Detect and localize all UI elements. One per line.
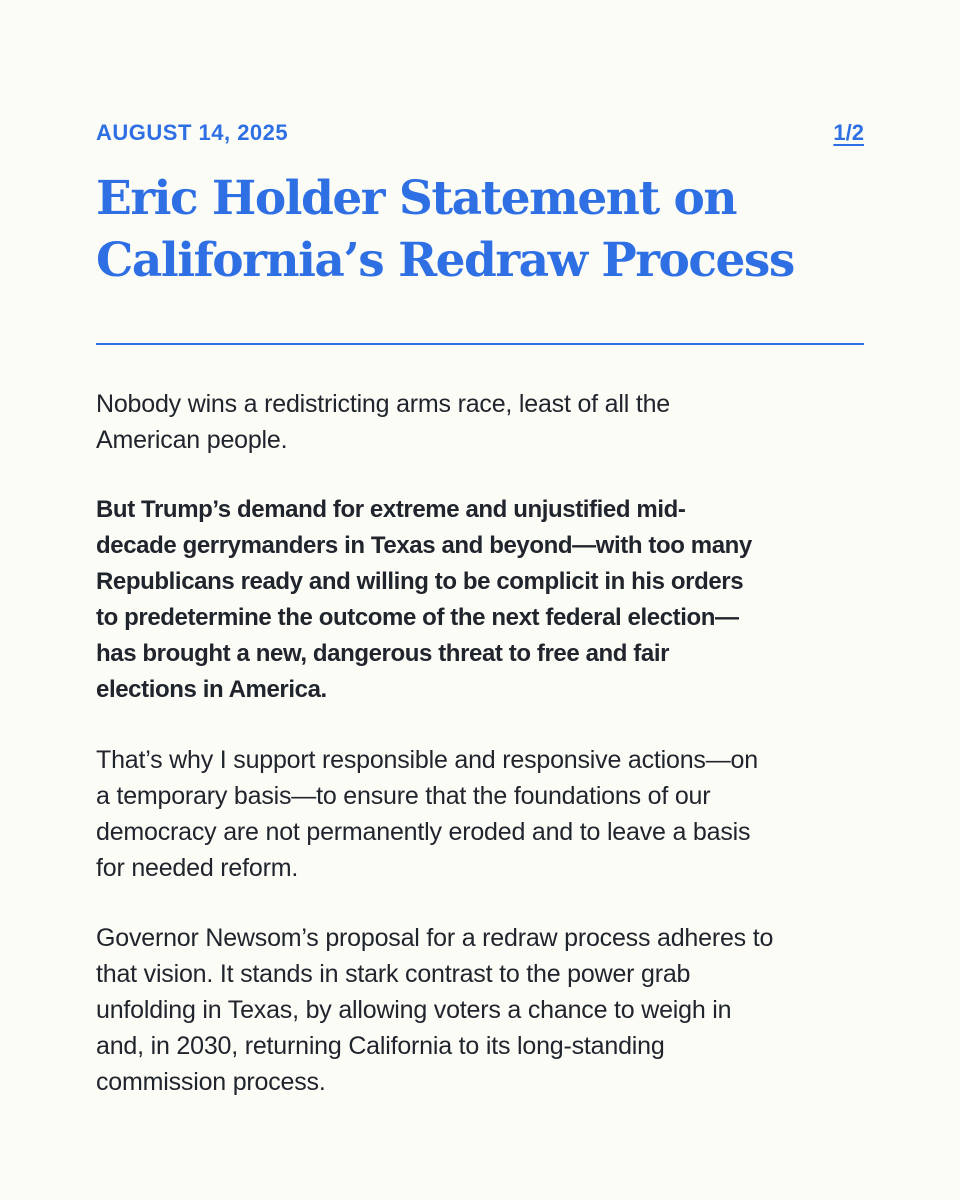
paragraph-line: to predetermine the outcome of the next federal election—	[96, 604, 739, 631]
paragraph-line: for needed reform.	[96, 854, 299, 882]
paragraph-2-bold	[96, 492, 864, 708]
paragraph-line: unfolding in Texas, by allowing voters a chance to weigh in	[96, 996, 732, 1024]
paragraph-line: a temporary basis—to ensure that the foundations of our	[96, 782, 711, 810]
paragraph-line: But Trump’s demand for extreme and unjustified mid-	[96, 496, 686, 523]
paragraph-line: decade gerrymanders in Texas and beyond—with too many	[96, 532, 752, 559]
paragraph-line: Governor Newsom’s proposal for a redraw process adheres to	[96, 924, 774, 952]
title-line-1: Eric Holder Statement on	[96, 171, 737, 226]
paragraph-line: has brought a new, dangerous threat to free and fair	[96, 640, 670, 667]
paragraph-line: and, in 2030, returning California to its long-standing	[96, 1032, 665, 1060]
title-line-2: California’s Redraw Process	[96, 233, 794, 288]
paragraph-line: that vision. It stands in stark contrast to the power grab	[96, 960, 691, 988]
paragraph-line: commission process.	[96, 1068, 326, 1096]
meta-row	[96, 118, 864, 148]
page-title	[96, 168, 864, 292]
page-counter-link[interactable]: 1/2	[833, 120, 864, 145]
paragraph-line: That’s why I support responsible and responsive actions—on	[96, 746, 758, 774]
statement-date: AUGUST 14, 2025	[96, 120, 289, 145]
statement-body	[96, 386, 864, 1134]
paragraph-line: elections in America.	[96, 676, 327, 703]
divider	[96, 343, 864, 345]
paragraph-1	[96, 386, 864, 458]
paragraph-line: Republicans ready and willing to be complicit in his orders	[96, 568, 744, 595]
paragraph-3	[96, 742, 864, 886]
paragraph-line: democracy are not permanently eroded and to leave a basis	[96, 818, 751, 846]
paragraph-line: American people.	[96, 426, 288, 454]
paragraph-4	[96, 920, 864, 1100]
paragraph-line: Nobody wins a redistricting arms race, least of all the	[96, 390, 670, 418]
